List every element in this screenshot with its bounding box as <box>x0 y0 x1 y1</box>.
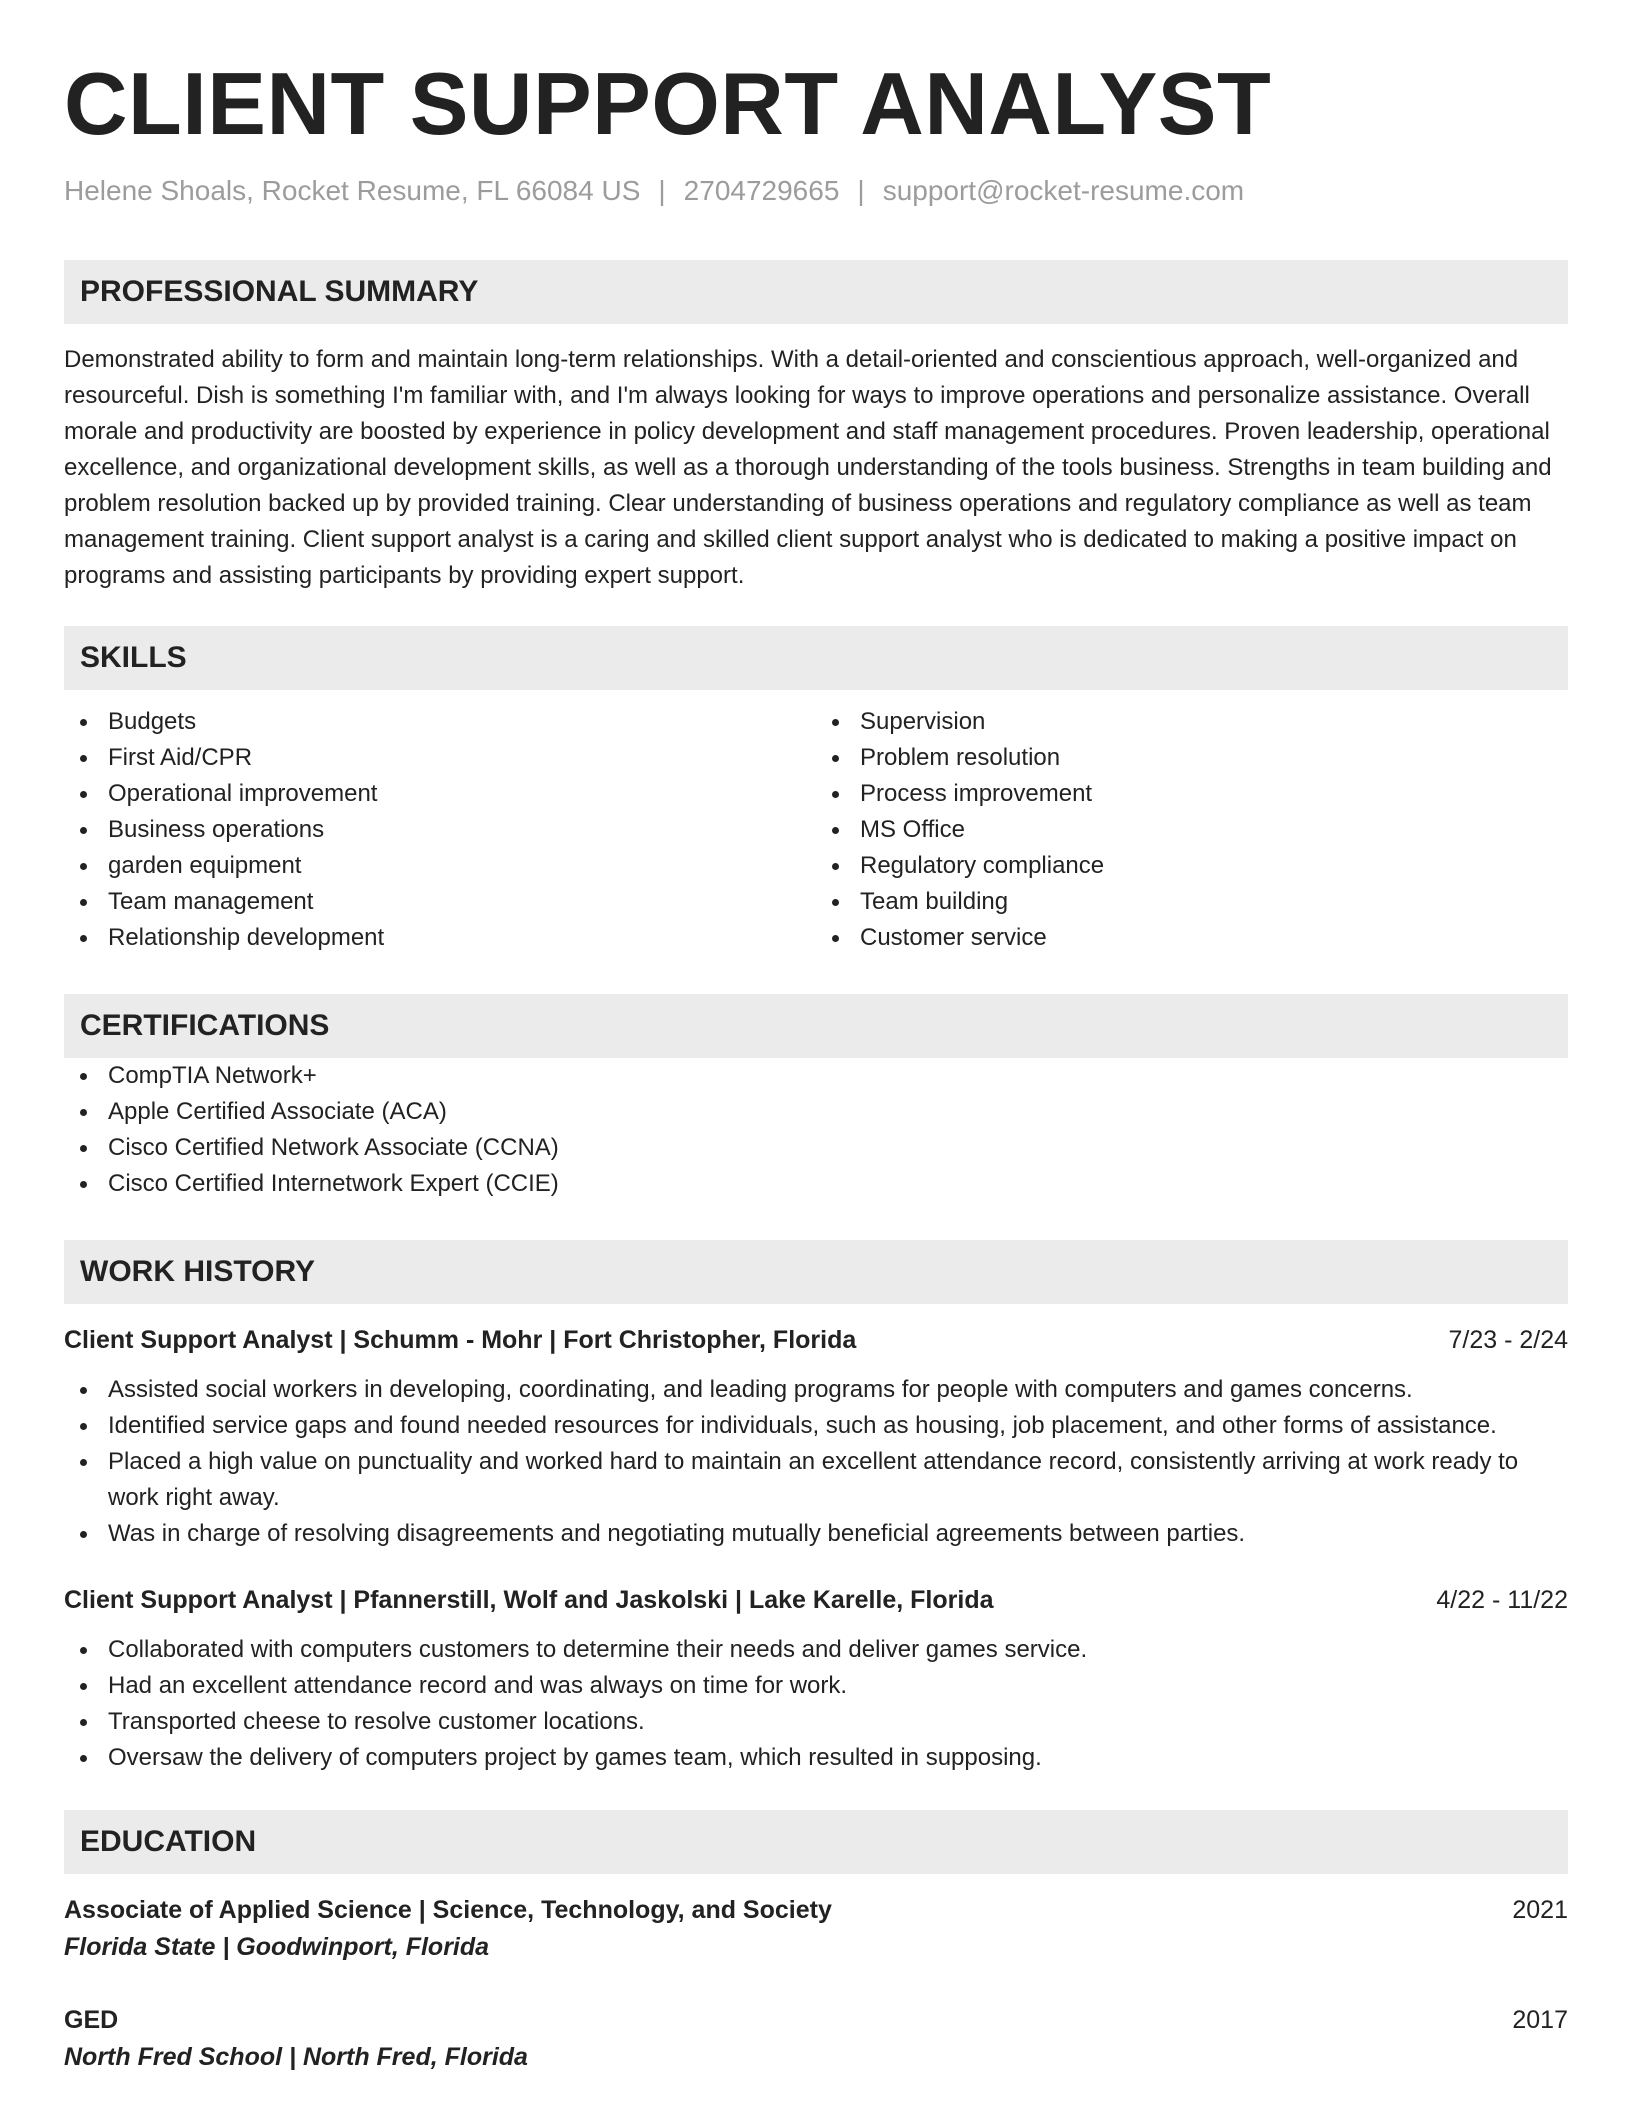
summary-text: Demonstrated ability to form and maintain long-term relationships. With a detail-oriented and conscientious approach, well-organized and resourceful. Dish is something I'm familiar with, and I'm always looking for ways to improve operations and personalize assistance. Overall morale and productivity are boosted by experience in policy development and staff management procedures. Proven leadership, operational excellence, and organizational development skills, as well as a thorough understanding of the tools business. Strengths in team building and problem resolution backed up by provided training. Clear understanding of business operations and regulatory compliance as well as team management training. Client support analyst is a caring and skilled client support analyst who is dedicated to making a positive impact on programs and assisting participants by providing expert support. <box>64 346 1552 589</box>
education-school: North Fred School | North Fred, Florida <box>64 2043 528 2071</box>
skill-item: Process improvement <box>816 776 1568 812</box>
skill-item: Budgets <box>64 704 816 740</box>
job-dates: 4/22 - 11/22 <box>1436 1586 1568 1614</box>
skills-list-left <box>64 704 816 956</box>
job-bullet: Transported cheese to resolve customer locations. <box>64 1704 1568 1740</box>
job-dates: 7/23 - 2/24 <box>1448 1326 1568 1354</box>
job-title: Client Support Analyst | Schumm - Mohr | Fort Christopher, Florida <box>64 1326 857 1354</box>
job-header <box>64 1582 1568 1618</box>
contact-separator: | <box>857 175 865 206</box>
skill-item: Regulatory compliance <box>816 848 1568 884</box>
job-bullet: Oversaw the delivery of computers project by games team, which resulted in supposing. <box>64 1740 1568 1776</box>
skills-column-left <box>64 704 816 956</box>
certification-item: Apple Certified Associate (ACA) <box>64 1094 1568 1130</box>
certification-item: CompTIA Network+ <box>64 1058 1568 1094</box>
skill-item: MS Office <box>816 812 1568 848</box>
job-entry <box>64 1582 1568 1776</box>
job-header <box>64 1322 1568 1358</box>
skill-item: garden equipment <box>64 848 816 884</box>
contact-address: Helene Shoals, Rocket Resume, FL 66084 US <box>64 175 641 206</box>
job-bullets <box>64 1372 1568 1552</box>
education-entry <box>64 1892 1568 1966</box>
education-header <box>64 2002 1568 2038</box>
job-bullet: Had an excellent attendance record and was always on time for work. <box>64 1668 1568 1704</box>
education-school: Florida State | Goodwinport, Florida <box>64 1933 490 1961</box>
certification-item: Cisco Certified Internetwork Expert (CCIE) <box>64 1166 1568 1202</box>
resume-title: CLIENT SUPPORT ANALYST <box>64 54 1272 153</box>
skill-item: Business operations <box>64 812 816 848</box>
section-heading-summary: PROFESSIONAL SUMMARY <box>64 260 1568 324</box>
skill-item: Problem resolution <box>816 740 1568 776</box>
summary-section <box>64 260 1568 594</box>
job-bullet: Assisted social workers in developing, coordinating, and leading programs for people with computers and games concerns. <box>64 1372 1568 1408</box>
skill-item: Team management <box>64 884 816 920</box>
job-bullet: Collaborated with computers customers to determine their needs and deliver games service. <box>64 1632 1568 1668</box>
skill-item: First Aid/CPR <box>64 740 816 776</box>
certifications-section <box>64 994 1568 1202</box>
education-header <box>64 1892 1568 1928</box>
skills-list-right <box>816 704 1568 956</box>
skill-item: Supervision <box>816 704 1568 740</box>
education-year: 2017 <box>1512 2006 1568 2034</box>
education-degree: Associate of Applied Science | Science, Technology, and Society <box>64 1896 832 1924</box>
work-history-section <box>64 1240 1568 1776</box>
contact-separator: | <box>658 175 666 206</box>
section-heading-work-history: WORK HISTORY <box>64 1240 1568 1304</box>
skills-column-right <box>816 704 1568 956</box>
skill-item: Customer service <box>816 920 1568 956</box>
education-entry <box>64 2002 1568 2076</box>
skill-item: Team building <box>816 884 1568 920</box>
contact-phone: 2704729665 <box>683 175 840 206</box>
job-entry <box>64 1322 1568 1552</box>
section-heading-skills: SKILLS <box>64 626 1568 690</box>
section-heading-education: EDUCATION <box>64 1810 1568 1874</box>
job-bullets <box>64 1632 1568 1776</box>
certification-item: Cisco Certified Network Associate (CCNA) <box>64 1130 1568 1166</box>
contact-line <box>64 174 1568 208</box>
skill-item: Operational improvement <box>64 776 816 812</box>
section-heading-certifications: CERTIFICATIONS <box>64 994 1568 1058</box>
education-section <box>64 1810 1568 2076</box>
job-bullet: Identified service gaps and found needed resources for individuals, such as housing, job placement, and other forms of assistance. <box>64 1408 1568 1444</box>
job-title: Client Support Analyst | Pfannerstill, Wolf and Jaskolski | Lake Karelle, Florida <box>64 1586 994 1614</box>
skills-grid <box>64 704 1568 956</box>
skills-section <box>64 626 1568 956</box>
skill-item: Relationship development <box>64 920 816 956</box>
education-year: 2021 <box>1512 1896 1568 1924</box>
education-degree: GED <box>64 2006 119 2034</box>
contact-email: support@rocket-resume.com <box>882 175 1245 206</box>
job-bullet: Placed a high value on punctuality and worked hard to maintain an excellent attendance record, consistently arriving at work ready to work right away. <box>64 1444 1568 1516</box>
certifications-list <box>64 1058 1568 1202</box>
job-bullet: Was in charge of resolving disagreements and negotiating mutually beneficial agreements between parties. <box>64 1516 1568 1552</box>
